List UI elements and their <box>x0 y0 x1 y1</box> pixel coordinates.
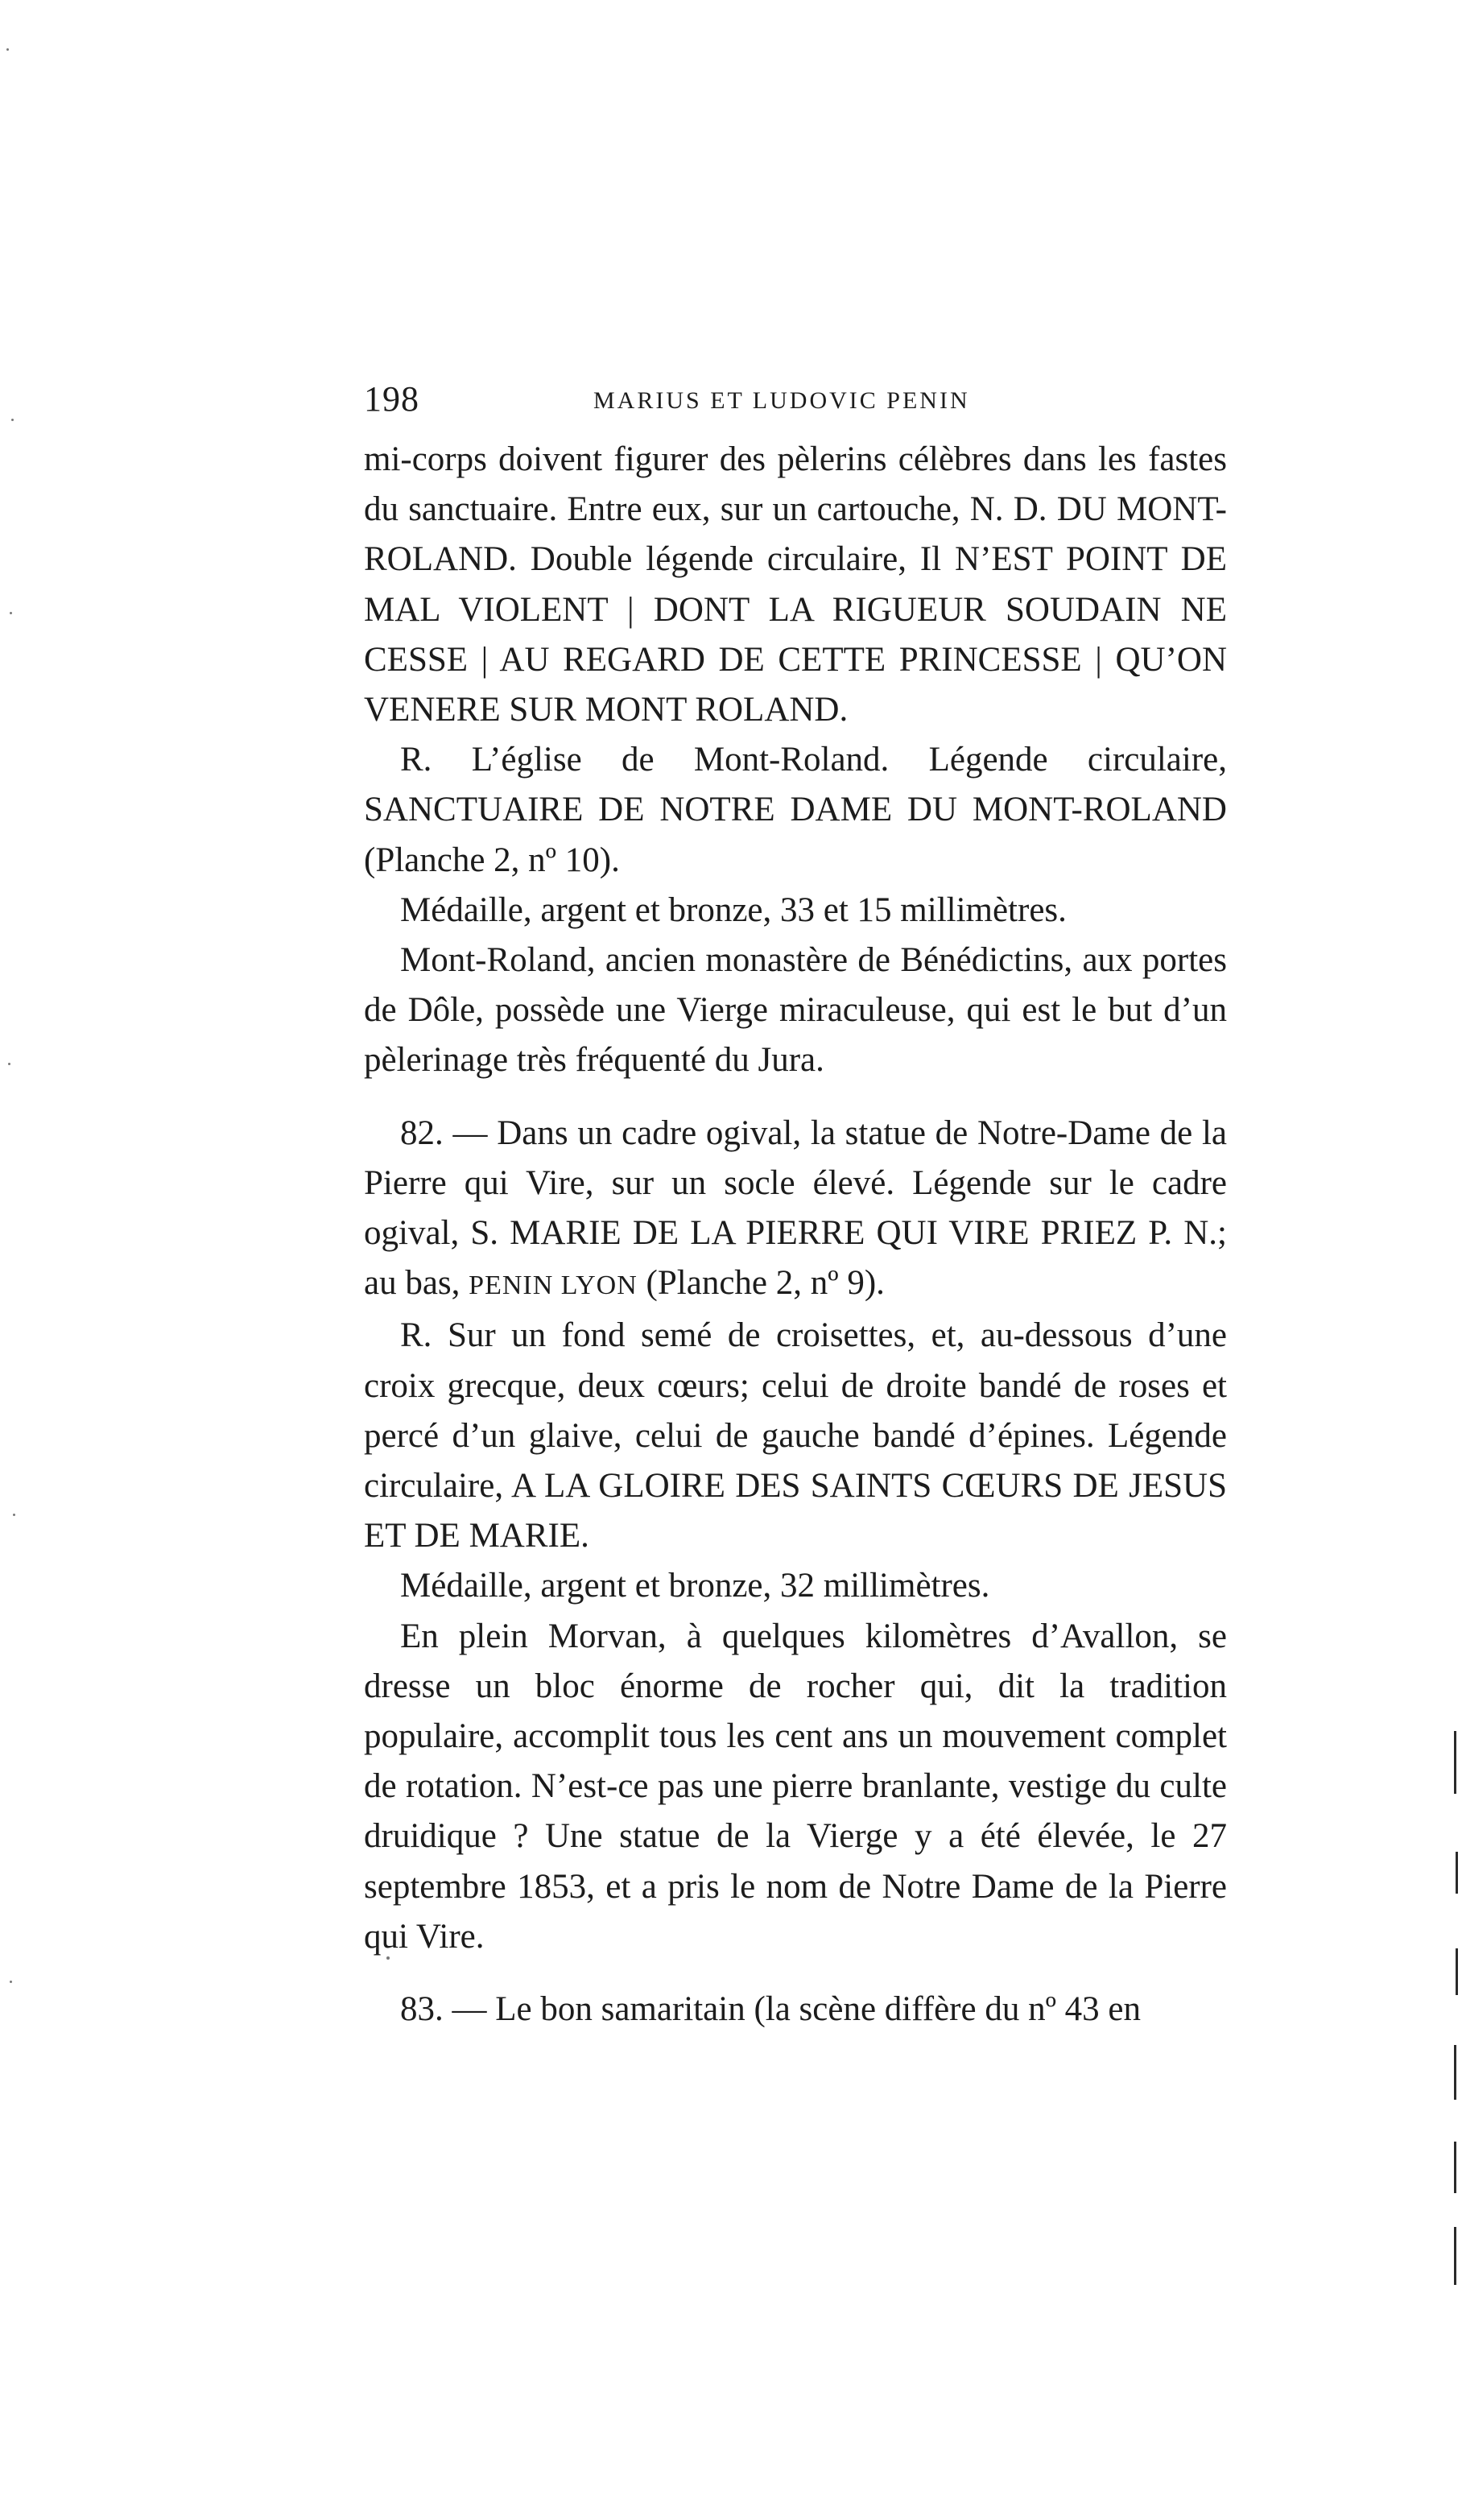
scan-speck <box>386 1956 390 1960</box>
scan-speck <box>10 612 12 614</box>
scan-speck <box>8 1063 10 1065</box>
margin-mark <box>1454 2045 1456 2100</box>
body-text <box>364 435 1227 2035</box>
margin-mark <box>1456 1948 1458 1995</box>
engraver-signature: PENIN LYON <box>469 1270 638 1301</box>
scan-speck <box>11 419 14 421</box>
paragraph-continuation: mi-corps doivent figurer des pèlerins célèbres dans les fastes du sanctuaire. Entre eux, sur un cartouche, N. D. DU MONT-ROLAND. Double légende circulaire, Il N’EST POINT DE MAL VIOLENT | DONT LA RIGUEUR SOUDAIN NE CESSE | AU REGARD DE CETTE PRINCESSE | QU’ON VENERE SUR MONT ROLAND. <box>364 440 1227 729</box>
paragraph-commentary: En plein Morvan, à quelques kilomètres d’Avallon, se dresse un bloc énorme de rocher qui, dit la tradition populaire, accomplit tous les cent ans un mouvement complet de rotation. N’est-ce pas une pierre branlante, vestige du culte druidique ? Une statue de la Vierge y a été élevée, le 27 septembre 1853, et a pris le nom de Notre Dame de la Pierre qui Vire. <box>364 1617 1227 1956</box>
paragraph-reverse-description: R. Sur un fond semé de croisettes, et, au-dessous d’une croix grecque, deux cœurs; celui de droite bandé de roses et percé d’un glaive, celui de gauche bandé d’épines. Légende circulaire, A LA GLOIRE DES SAINTS CŒURS DE JESUS ET DE MARIE. <box>364 1316 1227 1555</box>
scan-speck <box>6 48 9 51</box>
scan-speck <box>13 1514 15 1516</box>
margin-mark <box>1454 2227 1456 2285</box>
margin-mark <box>1454 1731 1456 1794</box>
page-number: 198 <box>364 379 419 419</box>
entry-83: 83. — Le bon samaritain (la scène diffère du nº 43 en <box>400 1990 1142 2029</box>
margin-mark <box>1454 2142 1456 2193</box>
paragraph-reverse-description: R. L’église de Mont-Roland. Légende circulaire, SANCTUAIRE DE NOTRE DAME DU MONT-ROLAND (Planche 2, nº 10). <box>364 741 1227 879</box>
entry-82-plate-ref: (Planche 2, nº 9). <box>637 1264 885 1303</box>
entry-82-text: 82. — Dans un cadre ogival, la statue de Notre-Dame de la Pierre qui Vire, sur un socle élevé. Légende sur le cadre ogival, S. MARIE DE LA PIERRE QUI VIRE PRIEZ P. N.; au bas, <box>364 1113 1227 1303</box>
paragraph-medal-specs: Médaille, argent et bronze, 32 millimètres. <box>400 1567 990 1605</box>
margin-mark <box>1456 1852 1458 1894</box>
page-header <box>364 374 1227 425</box>
paragraph-commentary: Mont-Roland, ancien monastère de Bénédictins, aux portes de Dôle, possède une Vierge miraculeuse, qui est le but d’un pèlerinage très fréquenté du Jura. <box>364 941 1227 1080</box>
running-title: MARIUS ET LUDOVIC PENIN <box>593 387 970 414</box>
paragraph-medal-specs: Médaille, argent et bronze, 33 et 15 millimètres. <box>400 890 1067 929</box>
scan-speck <box>10 1981 12 1983</box>
entry-82 <box>364 1109 1227 1312</box>
